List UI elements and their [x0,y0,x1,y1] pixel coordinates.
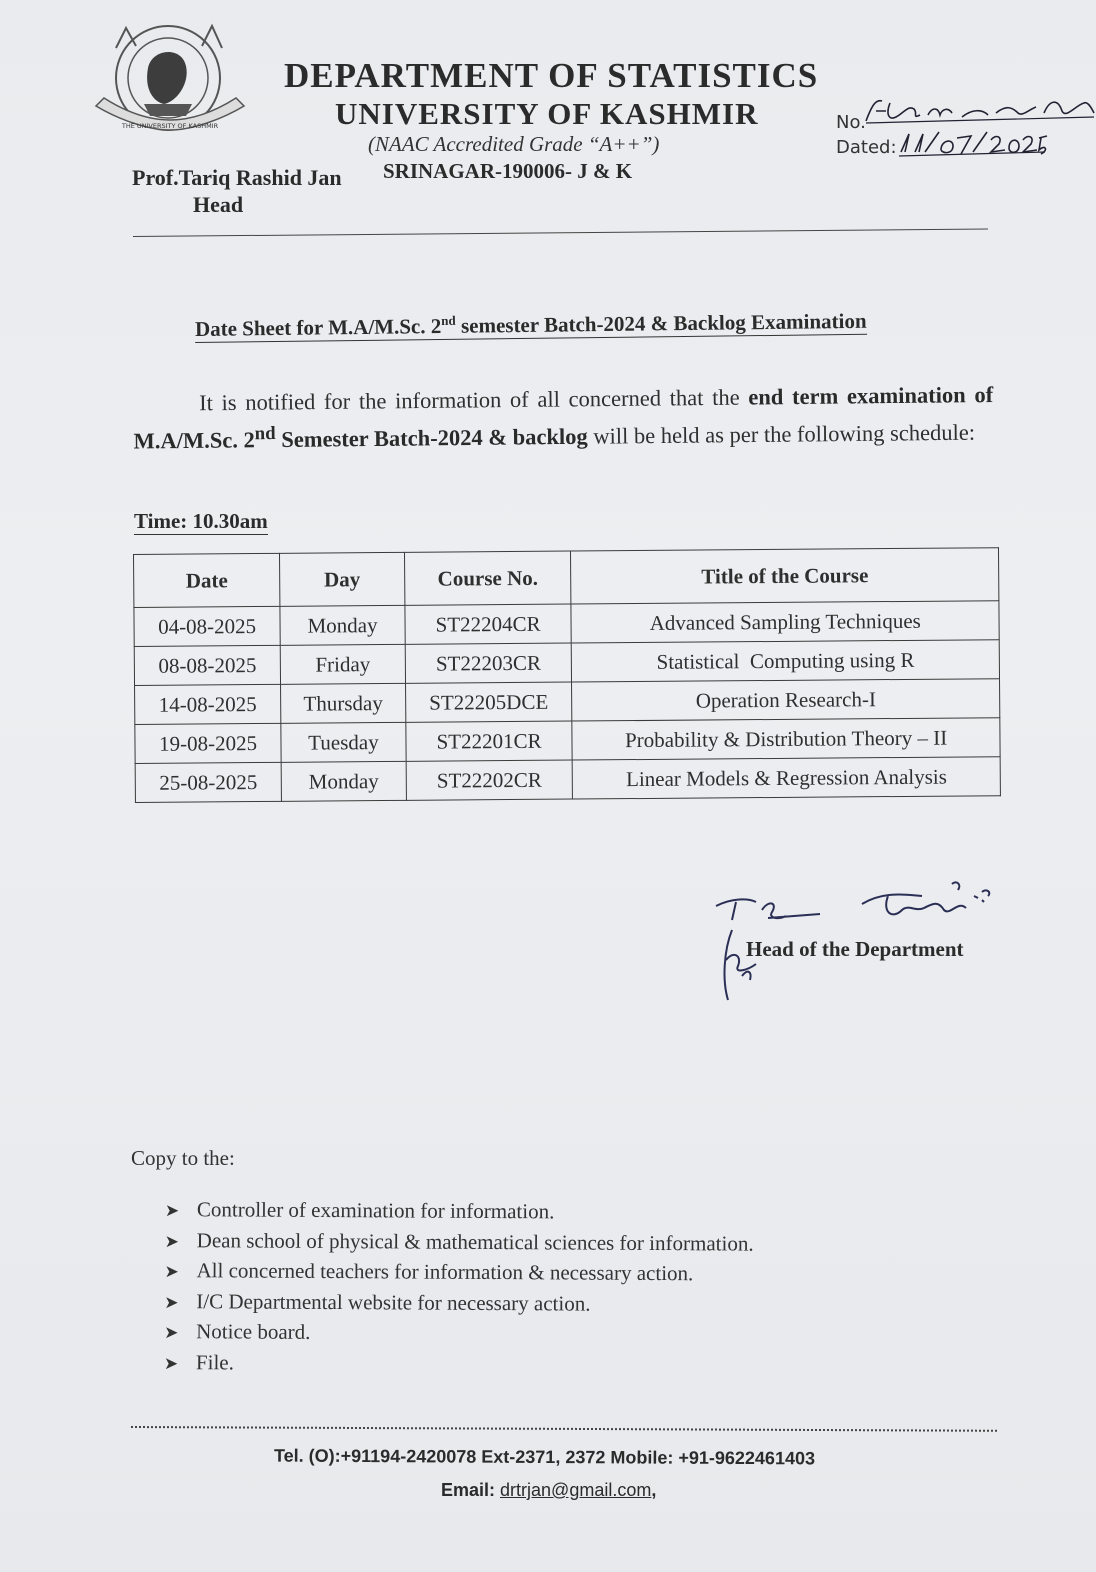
column-header-date: Date [134,553,281,607]
cell-date: 08-08-2025 [134,645,280,685]
department-name: DEPARTMENT OF STATISTICS [284,56,819,95]
cell-date: 04-08-2025 [134,606,280,646]
university-name: UNIVERSITY OF KASHMIR [335,96,759,131]
cell-date: 14-08-2025 [135,684,281,724]
cell-day: Monday [281,761,406,801]
university-logo-emblem [86,18,254,146]
handwritten-date [895,128,1050,158]
cell-course-no: ST22205DCE [405,682,572,722]
table-row [135,757,1000,803]
table-row [135,718,1000,764]
cell-day: Thursday [281,683,406,723]
list-item: ➤ I/C Departmental website for necessary action. [164,1285,753,1319]
cell-course-no: ST22203CR [405,643,572,683]
cell-course-title: Operation Research-I [572,679,1000,721]
exam-time: Time: 10.30am [134,509,268,535]
header-divider [133,229,988,237]
accreditation: (NAAC Accredited Grade “A++”) [368,132,660,156]
column-header-course-title: Title of the Course [571,548,999,604]
notice-title: Date Sheet for M.A/M.Sc. 2nd semester Batch-2024 & Backlog Examination [195,308,867,343]
copy-to-list [164,1194,754,1381]
cell-course-no: ST22204CR [405,604,572,644]
list-item: ➤ Dean school of physical & mathematical sciences for information. [164,1227,754,1256]
table-header-row [134,548,999,608]
cell-day: Monday [280,605,405,645]
cell-date: 19-08-2025 [135,723,281,763]
address: SRINAGAR-190006- J & K [383,159,633,183]
footer-telephone: Tel. (O):+91194-2420078 Ext-2371, 2372 Mobile: +91-9622461403 [273,1445,816,1469]
signatory-designation: Head of the Department [746,937,964,961]
cell-course-title: Advanced Sampling Techniques [571,601,999,643]
list-item: ➤ Controller of examination for information. [165,1194,754,1228]
head-title: Head [193,192,244,217]
footer-email: Email: drtrjan@gmail.com, [441,1480,657,1500]
head-name: Prof.Tariq Rashid Jan [132,165,342,190]
table-row [134,601,999,647]
arrow-bullet-icon: ➤ [164,1292,179,1313]
arrow-bullet-icon: ➤ [164,1200,180,1222]
arrow-bullet-icon: ➤ [164,1231,180,1252]
email-link[interactable]: drtrjan@gmail.com [500,1480,652,1500]
cell-course-title: Statistical Computing using R [572,640,1000,682]
column-header-day: Day [280,552,405,606]
arrow-bullet-icon: ➤ [164,1261,179,1283]
dated-label: Dated: [836,137,897,158]
footer-divider [131,1426,997,1432]
column-header-course-no: Course No. [404,551,571,605]
cell-course-no: ST22201CR [406,721,573,761]
arrow-bullet-icon: ➤ [163,1353,179,1374]
exam-schedule-table [133,547,1001,803]
cell-date: 25-08-2025 [135,762,281,802]
cell-day: Tuesday [281,722,406,762]
copy-to-label: Copy to the: [131,1146,235,1170]
notice-paragraph: It is notified for the information of all concerned that the end term examination of M.A/M.Sc. 2nd Semester Batch-2024 & backlog will be held as per the following schedule: [133,381,994,454]
arrow-bullet-icon: ➤ [164,1322,179,1344]
table-row [135,679,1000,725]
reference-number-label: No. [836,112,866,133]
list-item: ➤ All concerned teachers for information & necessary action. [164,1258,694,1286]
list-item: ➤ File. [164,1346,753,1380]
cell-course-title: Linear Models & Regression Analysis [573,757,1001,799]
table-row [134,640,999,686]
cell-course-no: ST22202CR [406,760,573,800]
cell-course-title: Probability & Distribution Theory – II [572,718,1000,760]
handwritten-reference-number [862,95,1096,125]
list-item: ➤ Notice board. [164,1316,753,1350]
logo-text: THE UNIVERSITY OF KASHMIR [121,122,219,130]
cell-day: Friday [280,644,405,684]
